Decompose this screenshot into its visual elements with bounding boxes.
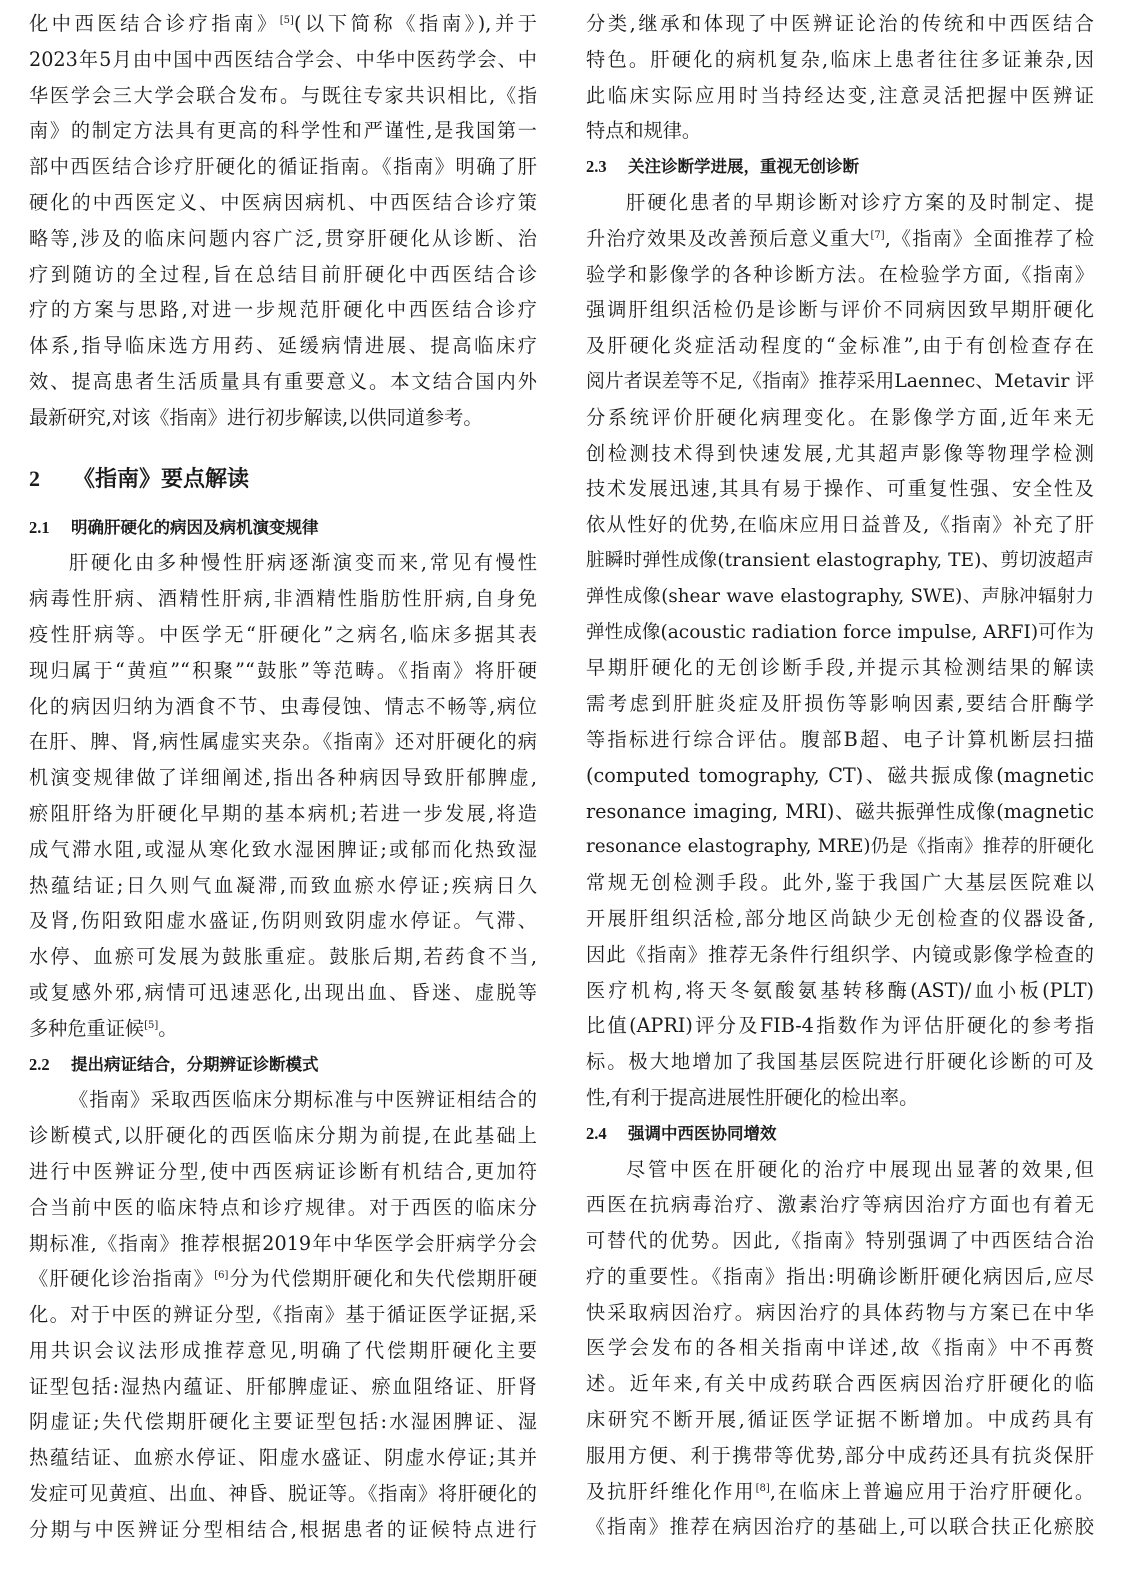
text-line: 弹性成像(shear wave elastography, SWE)、声脉冲辐射力 [586, 585, 1094, 607]
text-line: 疗的方案与思路,对进一步规范肝硬化中西医结合诊疗 [29, 298, 537, 322]
subsection-heading-2-4 [586, 1116, 1094, 1152]
text-line: 性,有利于提高进展性肝硬化的检出率。 [586, 1085, 919, 1109]
subsection-heading-2-2 [29, 1047, 537, 1083]
text-line: 2023年5月由中国中西医结合学会、中华中医药学会、中 [29, 47, 537, 71]
text-line: 进行中医辨证分型,使中西医病证诊断有机结合,更加符 [29, 1159, 537, 1183]
section-number: 2 [29, 465, 40, 491]
section-title: 《指南》要点解读 [73, 466, 250, 492]
text-line: 水停、血瘀可发展为鼓胀重症。鼓胀后期,若药食不当, [29, 945, 537, 969]
section-heading-2 [29, 448, 537, 510]
citation-ref[interactable]: [5] [279, 15, 294, 26]
continued-paragraph [586, 6, 1094, 149]
text-line: 快采取病因治疗。病因治疗的具体药物与方案已在中华 [586, 1300, 1094, 1324]
text-line: 比值(APRI)评分及FIB-4指数作为评估肝硬化的参考指 [586, 1014, 1094, 1038]
left-column [29, 6, 537, 1548]
subsection-heading-2-3 [586, 149, 1094, 185]
text-line: 升治疗效果及改善预后意义重大[7],《指南》全面推荐了检 [586, 226, 1094, 250]
text-line: 发症可见黄疸、出血、神昏、脱证等。《指南》将肝硬化的 [29, 1482, 537, 1506]
right-column [586, 6, 1094, 1545]
text-line: 化中西医结合诊疗指南》[5](以下简称《指南》),并于 [29, 12, 537, 35]
text-line: 证型包括:湿热内蕴证、肝郁脾虚证、瘀血阻络证、肝肾 [29, 1374, 537, 1398]
text-line: resonance imaging, MRI)、磁共振弹性成像(magnetic [586, 799, 1094, 823]
text-line: 化的病因归纳为酒食不节、虫毒侵蚀、情志不畅等,病位 [29, 694, 537, 718]
text-line: 等指标进行综合评估。腹部B超、电子计算机断层扫描 [586, 727, 1094, 751]
text-line: 特色。肝硬化的病机复杂,临床上患者往往多证兼杂,因 [586, 47, 1094, 71]
text-line: 强调肝组织活检仍是诊断与评价不同病因致早期肝硬化 [586, 298, 1094, 322]
text-line: 述。近年来,有关中成药联合西医病因治疗肝硬化的临 [586, 1372, 1094, 1396]
text-line: 分期与中医辨证分型相结合,根据患者的证候特点进行 [29, 1517, 537, 1541]
text-line: 《指南》采取西医临床分期标准与中医辨证相结合的 [69, 1088, 537, 1112]
text-line: 疗到随访的全过程,旨在总结目前肝硬化中西医结合诊 [29, 262, 537, 286]
text-line: 疫性肝病等。中医学无“肝硬化”之病名,临床多据其表 [29, 622, 537, 646]
text-line: 脏瞬时弹性成像(transient elastography, TE)、剪切波超声 [586, 549, 1094, 571]
text-line: 多种危重证候[5]。 [29, 1016, 178, 1040]
text-line: 期标准,《指南》推荐根据2019年中华医学会肝病学分会 [29, 1231, 537, 1255]
text-line: 热蕴结证、血瘀水停证、阳虚水盛证、阴虚水停证;其并 [29, 1446, 537, 1470]
text-line: 医学会发布的各相关指南中详述,故《指南》中不再赘 [586, 1336, 1094, 1360]
text-line: 华医学会三大学会联合发布。与既往专家共识相比,《指 [29, 83, 537, 107]
text-line: (computed tomography, CT)、磁共振成像(magnetic [586, 763, 1094, 787]
text-line: 现归属于“黄疸”“积聚”“鼓胀”等范畴。《指南》将肝硬 [29, 658, 537, 682]
text-line: 早期肝硬化的无创诊断手段,并提示其检测结果的解读 [586, 656, 1094, 680]
text-line: 服用方便、利于携带等优势,部分中成药还具有抗炎保肝 [586, 1443, 1094, 1467]
paragraph-2-4 [586, 1152, 1094, 1546]
subsection-title: 明确肝硬化的病因及病机演变规律 [71, 517, 319, 537]
text-line: 《指南》推荐在病因治疗的基础上,可以联合扶正化瘀胶 [586, 1515, 1094, 1539]
text-line: 分系统评价肝硬化病理变化。在影像学方面,近年来无 [586, 405, 1094, 429]
text-line: 及抗肝纤维化作用[8],在临床上普遍应用于治疗肝硬化。 [586, 1479, 1094, 1503]
text-line: 或复感外邪,病情可迅速恶化,出现出血、昏迷、虚脱等 [29, 980, 537, 1004]
text-line: 略等,涉及的临床问题内容广泛,贯穿肝硬化从诊断、治 [29, 226, 537, 250]
text-line: 肝硬化由多种慢性肝病逐渐演变而来,常见有慢性 [69, 551, 537, 575]
text-line: 阴虚证;失代偿期肝硬化主要证型包括:水湿困脾证、湿 [29, 1410, 537, 1434]
subsection-title: 提出病证结合，分期辨证诊断模式 [71, 1054, 319, 1074]
paragraph-2-1 [29, 545, 537, 1046]
citation-ref[interactable]: [6] [214, 1270, 229, 1282]
text-line: 在肝、脾、肾,病性属虚实夹杂。《指南》还对肝硬化的病 [29, 730, 537, 754]
text-line: 效、提高患者生活质量具有重要意义。本文结合国内外 [29, 369, 537, 393]
text-line: 及肾,伤阳致阳虚水盛证,伤阴则致阴虚水停证。气滞、 [29, 909, 537, 933]
text-line: 可替代的优势。因此,《指南》特别强调了中西医结合治 [586, 1229, 1094, 1253]
text-line: 瘀阻肝络为肝硬化早期的基本病机;若进一步发展,将造 [29, 801, 537, 825]
text-line: 分类,继承和体现了中医辨证论治的传统和中西医结合 [586, 12, 1094, 35]
text-line: 技术发展迅速,其具有易于操作、可重复性强、安全性及 [586, 477, 1094, 501]
subsection-number: 2.1 [29, 517, 50, 537]
text-line: 验学和影像学的各种诊断方法。在检验学方面,《指南》 [586, 262, 1094, 286]
paragraph-2-2 [29, 1082, 537, 1547]
text-line: 依从性好的优势,在临床应用日益普及,《指南》补充了肝 [586, 513, 1094, 537]
text-line: resonance elastography, MRE)仍是《指南》推荐的肝硬化 [586, 836, 1094, 858]
text-line: 弹性成像(acoustic radiation force impulse, ARFI)可作为 [586, 621, 1094, 643]
text-line: 用共识会议法形成推荐意见,明确了代偿期肝硬化主要 [29, 1338, 537, 1362]
text-line: 硬化的中西医定义、中医病因病机、中西医结合诊疗策 [29, 190, 537, 214]
citation-ref[interactable]: [5] [144, 1019, 159, 1031]
subsection-number: 2.2 [29, 1054, 50, 1074]
text-line: 需考虑到肝脏炎症及肝损伤等影响因素,要结合肝酶学 [586, 692, 1094, 716]
text-line: 部中西医结合诊疗肝硬化的循证指南。《指南》明确了肝 [29, 155, 537, 179]
text-line: 创检测技术得到快速发展,尤其超声影像等物理学检测 [586, 441, 1094, 465]
text-line: 特点和规律。 [586, 119, 702, 143]
text-line: 肝硬化患者的早期诊断对诊疗方案的及时制定、提 [626, 190, 1094, 214]
text-line: 合当前中医的临床特点和诊疗规律。对于西医的临床分 [29, 1195, 537, 1219]
text-line: 西医在抗病毒治疗、激素治疗等病因治疗方面也有着无 [586, 1193, 1094, 1217]
text-line: 因此《指南》推荐无条件行组织学、内镜或影像学检查的 [586, 942, 1094, 966]
text-line: 机演变规律做了详细阐述,指出各种病因导致肝郁脾虚, [29, 766, 537, 790]
text-line: 病毒性肝病、酒精性肝病,非酒精性脂肪性肝病,自身免 [29, 587, 537, 611]
text-line: 常规无创检测手段。此外,鉴于我国广大基层医院难以 [586, 871, 1094, 895]
text-line: 南》的制定方法具有更高的科学性和严谨性,是我国第一 [29, 119, 537, 143]
subsection-number: 2.3 [586, 157, 607, 177]
paragraph-2-3 [586, 185, 1094, 1116]
text-line: 医疗机构,将天冬氨酸氨基转移酶(AST)/血小板(PLT) [586, 978, 1094, 1002]
text-line: 床研究不断开展,循证医学证据不断增加。中成药具有 [586, 1408, 1094, 1432]
citation-ref[interactable]: [7] [870, 229, 885, 241]
text-line: 开展肝组织活检,部分地区尚缺少无创检查的仪器设备, [586, 906, 1094, 930]
subsection-title: 关注诊断学进展，重视无创诊断 [628, 157, 859, 177]
text-line: 及肝硬化炎症活动程度的“金标准”,由于有创检查存在 [586, 334, 1094, 358]
citation-ref[interactable]: [8] [755, 1482, 770, 1494]
text-line: 最新研究,对该《指南》进行初步解读,以供同道参考。 [29, 405, 483, 429]
text-line: 热蕴结证;日久则气血凝滞,而致血瘀水停证;疾病日久 [29, 873, 537, 897]
text-line: 诊断模式,以肝硬化的西医临床分期为前提,在此基础上 [29, 1124, 537, 1148]
text-line: 此临床实际应用时当持经达变,注意灵活把握中医辨证 [586, 83, 1094, 107]
subsection-heading-2-1 [29, 510, 537, 546]
subsection-number: 2.4 [586, 1123, 607, 1143]
text-line: 《肝硬化诊治指南》[6]分为代偿期肝硬化和失代偿期肝硬 [29, 1267, 537, 1291]
text-line: 成气滞水阻,或湿从寒化致水湿困脾证;或郁而化热致湿 [29, 837, 537, 861]
text-line: 疗的重要性。《指南》指出:明确诊断肝硬化病因后,应尽 [586, 1264, 1094, 1288]
text-line: 化。对于中医的辨证分型,《指南》基于循证医学证据,采 [29, 1303, 537, 1327]
text-line: 阅片者误差等不足,《指南》推荐采用Laennec、Metavir 评 [586, 369, 1094, 392]
subsection-title: 强调中西医协同增效 [628, 1123, 777, 1143]
text-line: 尽管中医在肝硬化的治疗中展现出显著的效果,但 [626, 1157, 1094, 1181]
intro-paragraph [29, 6, 537, 436]
text-line: 标。极大地增加了我国基层医院进行肝硬化诊断的可及 [586, 1050, 1094, 1074]
text-line: 体系,指导临床选方用药、延缓病情进展、提高临床疗 [29, 334, 537, 358]
